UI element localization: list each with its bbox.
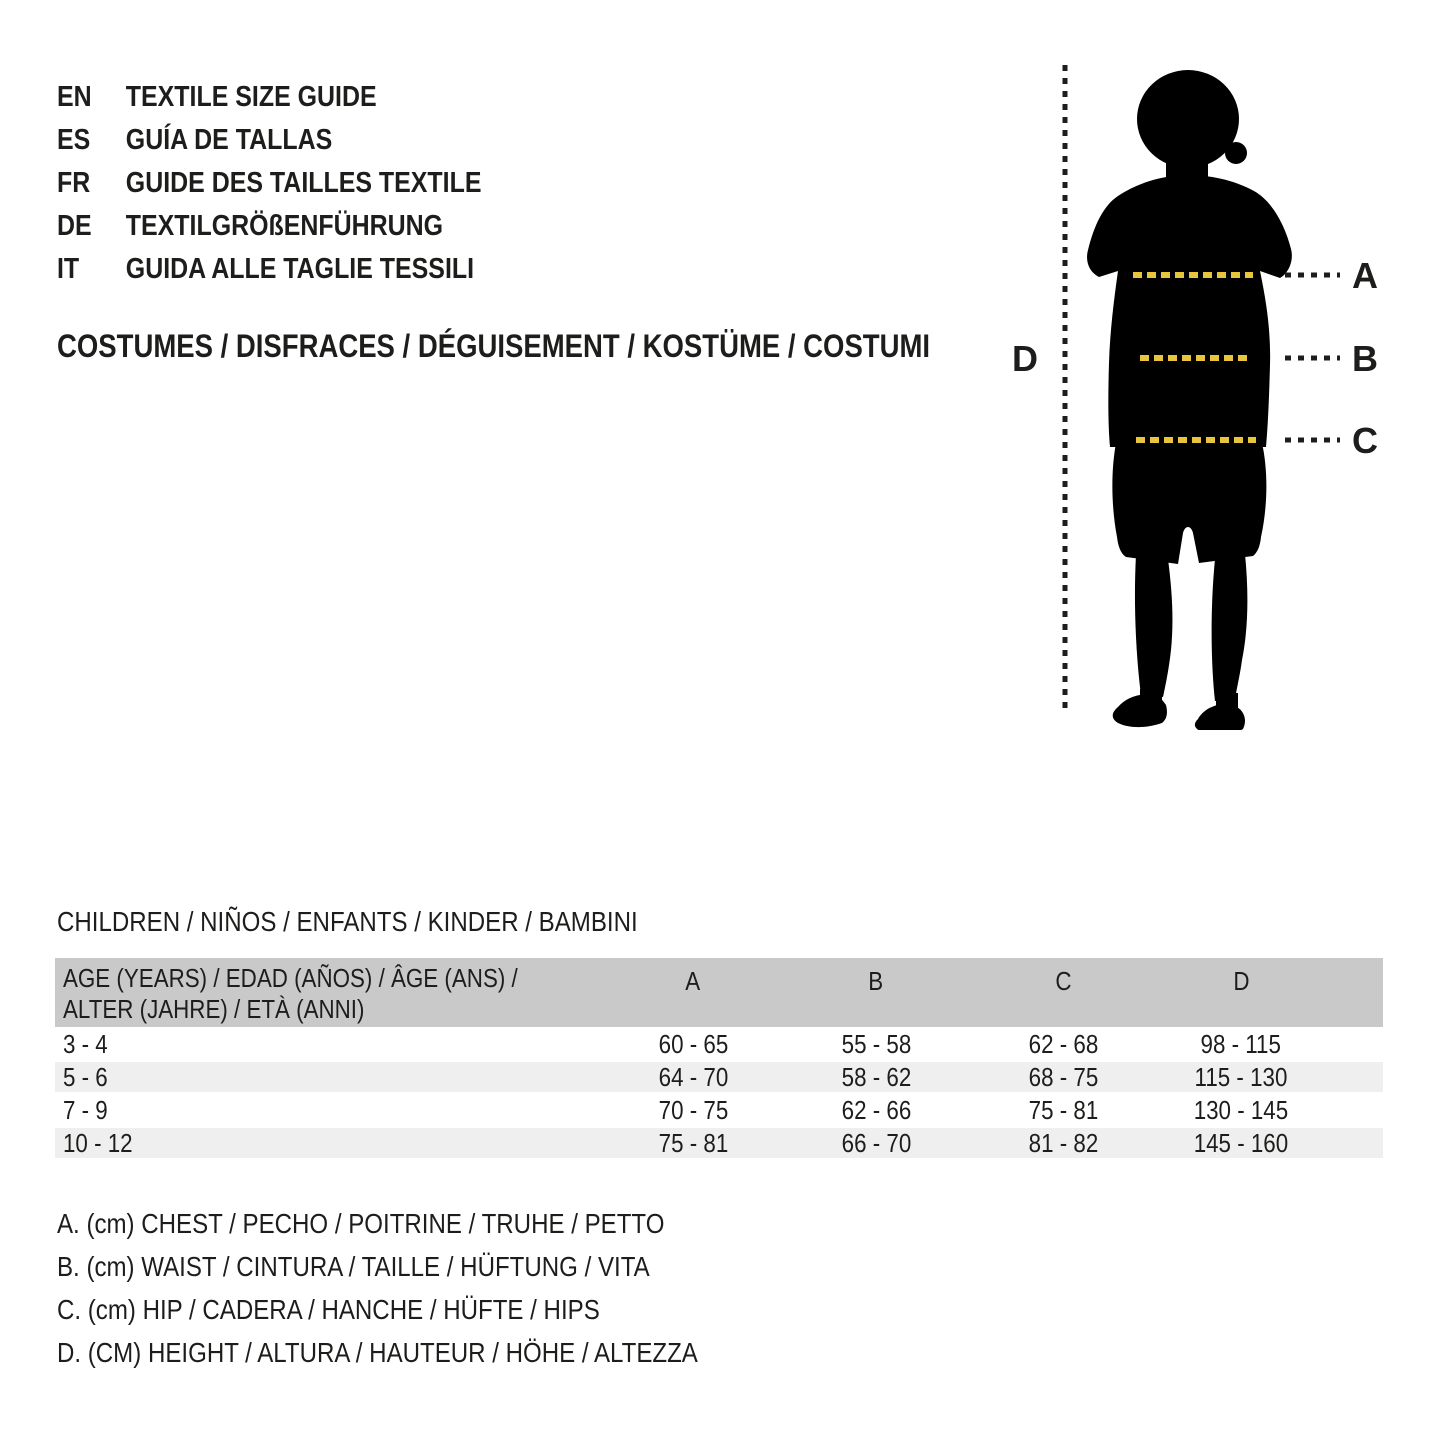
legend-line-height: D. (CM) HEIGHT / ALTURA / HAUTEUR / HÖHE / ALTEZZA <box>57 1336 698 1368</box>
category-title <box>57 328 1072 365</box>
section-title <box>57 906 732 938</box>
language-code: IT <box>57 253 80 285</box>
waist-cell: 55 - 58 <box>841 1029 911 1059</box>
table-row <box>55 1095 1383 1125</box>
age-header-line1: AGE (YEARS) / EDAD (AÑOS) / ÂGE (ANS) / <box>63 963 518 993</box>
age-cell: 7 - 9 <box>63 1095 108 1125</box>
size-figure-svg <box>990 55 1445 730</box>
language-title: GUÍA DE TALLAS <box>125 124 333 156</box>
language-code: DE <box>57 210 92 242</box>
chest-cell: 60 - 65 <box>658 1029 728 1059</box>
waist-cell: 66 - 70 <box>841 1128 911 1158</box>
category-title-text: COSTUMES / DISFRACES / DÉGUISEMENT / KOSTÜME / COSTUMI <box>57 328 931 364</box>
chest-cell: 64 - 70 <box>658 1062 728 1092</box>
label-d: D <box>1012 338 1038 379</box>
section-title-text: CHILDREN / NIÑOS / ENFANTS / KINDER / BAMBINI <box>57 906 638 937</box>
measurement-legend <box>57 1202 802 1374</box>
age-cell: 10 - 12 <box>63 1128 133 1158</box>
column-header-b: B <box>868 966 884 996</box>
label-b: B <box>1352 338 1378 379</box>
age-cell: 3 - 4 <box>63 1029 108 1059</box>
table-row <box>55 1062 1383 1092</box>
hip-cell: 75 - 81 <box>1028 1095 1098 1125</box>
language-title: TEXTILE SIZE GUIDE <box>125 81 377 113</box>
table-row <box>55 1128 1383 1158</box>
height-cell: 130 - 145 <box>1193 1095 1289 1125</box>
chest-cell: 70 - 75 <box>658 1095 728 1125</box>
legend-line-chest: A. (cm) CHEST / PECHO / POITRINE / TRUHE / PETTO <box>57 1207 665 1239</box>
language-code: FR <box>57 167 91 199</box>
hip-cell: 62 - 68 <box>1028 1029 1098 1059</box>
legend-line-hip: C. (cm) HIP / CADERA / HANCHE / HÜFTE / HIPS <box>57 1293 600 1325</box>
hip-cell: 68 - 75 <box>1028 1062 1098 1092</box>
language-row-fr <box>57 162 551 205</box>
language-list <box>57 76 551 291</box>
language-row-en <box>57 76 551 119</box>
size-figure <box>990 55 1445 730</box>
height-cell: 98 - 115 <box>1200 1029 1282 1059</box>
table-header <box>55 958 1383 1027</box>
language-title: GUIDE DES TAILLES TEXTILE <box>125 167 482 199</box>
column-header-d: D <box>1232 966 1250 996</box>
language-title: TEXTILGRÖßENFÜHRUNG <box>125 210 444 242</box>
language-row-de <box>57 205 551 248</box>
column-header-c: C <box>1054 966 1072 996</box>
height-cell: 115 - 130 <box>1194 1062 1288 1092</box>
table-row <box>55 1029 1383 1059</box>
size-table <box>55 958 1383 1161</box>
label-a: A <box>1352 255 1378 296</box>
legend-line-waist: B. (cm) WAIST / CINTURA / TAILLE / HÜFTUNG / VITA <box>57 1250 650 1282</box>
age-cell: 5 - 6 <box>63 1062 108 1092</box>
label-c: C <box>1352 420 1378 461</box>
language-code: ES <box>57 124 91 156</box>
height-cell: 145 - 160 <box>1193 1128 1289 1158</box>
waist-cell: 62 - 66 <box>841 1095 911 1125</box>
age-header-line2: ALTER (JAHRE) / ETÀ (ANNI) <box>63 994 365 1024</box>
child-silhouette <box>1087 70 1292 730</box>
hip-cell: 81 - 82 <box>1028 1128 1098 1158</box>
language-row-es <box>57 119 551 162</box>
language-row-it <box>57 248 551 291</box>
column-header-a: A <box>685 966 701 996</box>
language-title: GUIDA ALLE TAGLIE TESSILI <box>125 253 475 285</box>
waist-cell: 58 - 62 <box>841 1062 911 1092</box>
language-code: EN <box>57 81 92 113</box>
age-column-header <box>63 963 592 1025</box>
chest-cell: 75 - 81 <box>658 1128 728 1158</box>
